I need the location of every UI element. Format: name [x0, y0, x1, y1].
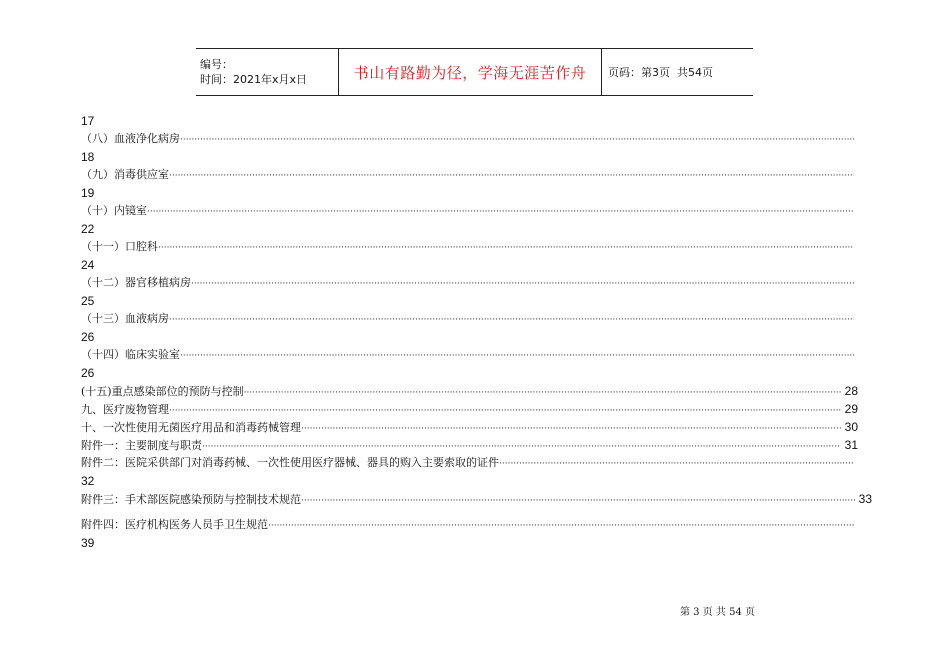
toc-page-number[interactable]: 32 [81, 474, 95, 488]
toc-entry[interactable] [81, 202, 868, 220]
toc-page-number[interactable]: 25 [81, 294, 95, 308]
toc-leader-dots [169, 311, 854, 329]
toc-page-number[interactable]: 39 [81, 536, 95, 550]
toc-entry-title: （十三）血液病房 [81, 312, 169, 325]
page-header [196, 48, 753, 96]
toc-entry-page: 30 [844, 420, 858, 434]
toc-entry-title: 十、一次性使用无菌医疗用品和消毒药械管理 [81, 421, 301, 434]
toc-entry-title: (十五)重点感染部位的预防与控制 [81, 385, 244, 398]
toc-leader-dots [169, 402, 841, 420]
toc-entry-title: 附件三：手术部医院感染预防与控制技术规范 [81, 493, 301, 506]
toc-page-number[interactable]: 17 [81, 114, 95, 128]
toc-entry[interactable] [81, 238, 868, 256]
toc-entry[interactable] [81, 436, 868, 454]
toc-entry[interactable] [81, 454, 868, 472]
toc-entry-title: （十四）临床实验室 [81, 348, 180, 361]
toc-leader-dots [244, 384, 841, 402]
toc-entry[interactable] [81, 346, 868, 364]
table-of-contents [81, 112, 872, 552]
toc-entry-title: 附件一：主要制度与职责 [81, 439, 202, 452]
toc-entry[interactable] [81, 516, 868, 534]
toc-entry[interactable] [81, 274, 868, 292]
toc-leader-dots [301, 420, 841, 438]
toc-page-number[interactable]: 22 [81, 222, 95, 236]
toc-entry[interactable] [81, 382, 868, 400]
toc-leader-dots [147, 203, 854, 221]
toc-entry-title: 附件二：医院采供部门对消毒药械、一次性使用医疗器械、器具的购入主要索取的证件 [81, 456, 499, 469]
toc-leader-dots [169, 167, 854, 185]
toc-entry[interactable] [81, 400, 868, 418]
header-meta [196, 49, 339, 95]
header-number-label: 编号： [200, 58, 233, 71]
toc-page-number[interactable]: 19 [81, 186, 95, 200]
toc-entry[interactable] [81, 166, 868, 184]
header-time-label: 时间：2021年x月x日 [200, 73, 308, 86]
toc-entry[interactable] [81, 310, 868, 328]
header-page-info [602, 49, 753, 95]
toc-entry-page: 31 [844, 438, 858, 452]
toc-leader-dots [301, 492, 855, 510]
toc-page-number[interactable]: 26 [81, 366, 95, 380]
toc-entry-title: （八）血液净化病房 [81, 132, 180, 145]
toc-page-number[interactable]: 18 [81, 150, 95, 164]
toc-entry-page: 33 [858, 492, 872, 506]
toc-leader-dots [158, 239, 854, 257]
toc-entry-title: （九）消毒供应室 [81, 168, 169, 181]
toc-entry-page: 29 [844, 402, 858, 416]
toc-page-number[interactable]: 24 [81, 258, 95, 272]
toc-entry[interactable] [81, 130, 868, 148]
header-page-label: 页码：第3页 共54页 [608, 66, 713, 79]
toc-leader-dots [191, 275, 854, 293]
toc-entry[interactable] [81, 418, 868, 436]
toc-entry-title: 附件四：医疗机构医务人员手卫生规范 [81, 518, 268, 531]
toc-leader-dots [268, 517, 854, 535]
toc-entry-title: （十一）口腔科 [81, 240, 158, 253]
toc-entry-title: （十）内镜室 [81, 204, 147, 217]
toc-page-number[interactable]: 26 [81, 330, 95, 344]
page-footer: 第 3 页 共 54 页 [680, 607, 755, 618]
toc-entry-page: 28 [844, 384, 858, 398]
toc-entry-title: 九、医疗废物管理 [81, 403, 169, 416]
toc-leader-dots [499, 455, 854, 473]
toc-entry[interactable] [81, 490, 872, 508]
toc-entry-title: （十二）器官移植病房 [81, 276, 191, 289]
toc-leader-dots [180, 131, 854, 149]
toc-leader-dots [180, 347, 854, 365]
header-motto: 书山有路勤为径，学海无涯苦作舟 [339, 49, 602, 95]
